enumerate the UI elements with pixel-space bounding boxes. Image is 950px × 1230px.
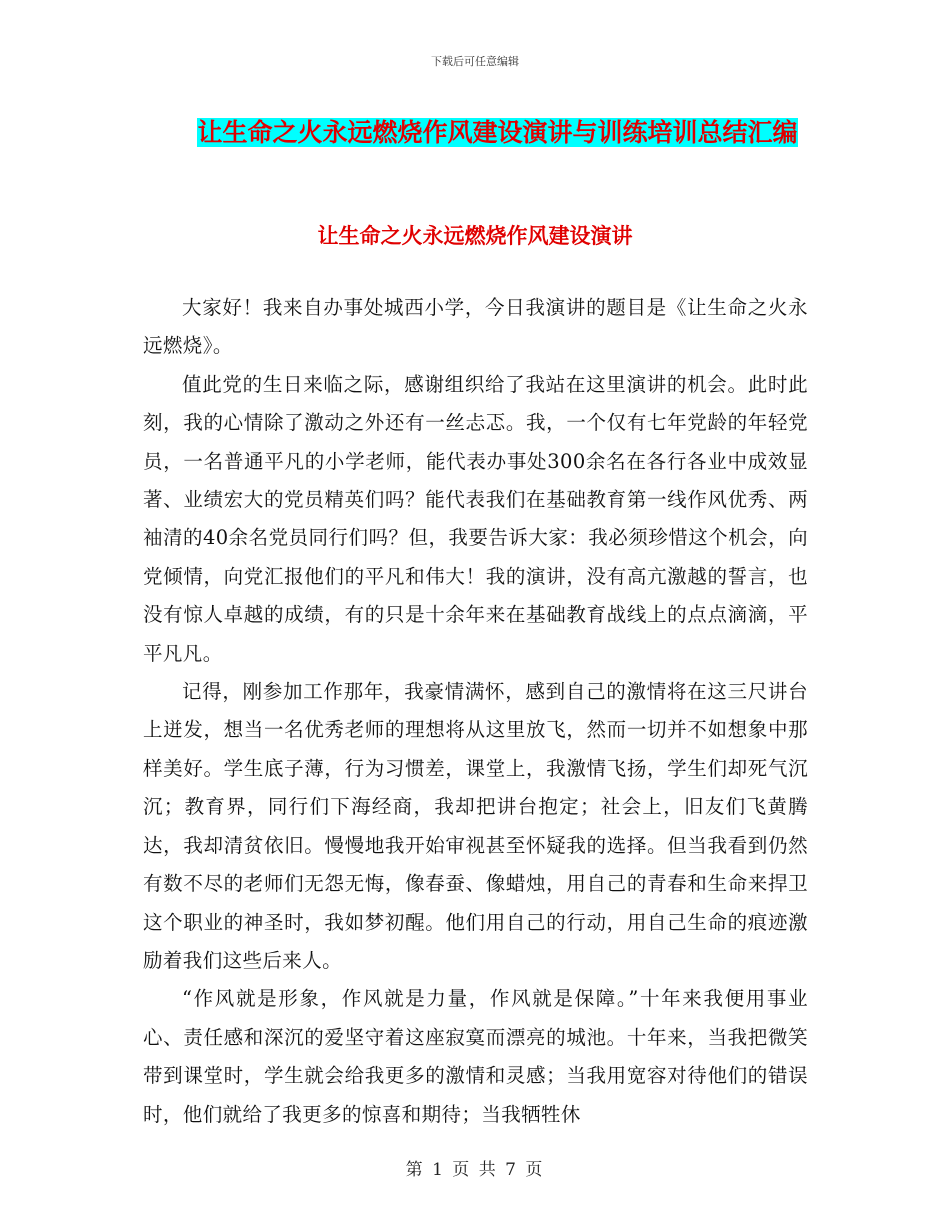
paragraph-4: “作风就是形象，作风就是力量，作风就是保障。”十年来我便用事业心、责任感和深沉的爱坚守着这座寂寞而漂亮的城池。十年来，当我把微笑带到课堂时，学生就会给我更多的激情和灵感；当我用宽容对待他们的错误时，他们就给了我更多的惊喜和期待；当我牺牲休 [143,987,808,1126]
paragraph-2: 值此党的生日来临之际，感谢组织给了我站在这里演讲的机会。此时此刻，我的心情除了激动之外还有一丝忐忑。我，一个仅有七年党龄的年轻党员，一名普通平凡的小学老师，能代表办事处300余名在各行各业中成效显著、业绩宏大的党员精英们吗？能代表我们在基础教育第一线作风优秀、两袖清的40余名党员同行们吗？但，我要告诉大家：我必须珍惜这个机会，向党倾情，向党汇报他们的平凡和伟大！我的演讲，没有高亢激越的誓言，也没有惊人卓越的成绩，有的只是十余年来在基础教育战线上的点点滴滴，平平凡凡。 [143,372,808,665]
section-title: 让生命之火永远燃烧作风建设演讲 [317,224,633,248]
page-header-note: 下载后可任意编辑 [431,55,519,68]
document-title [190,112,805,154]
page-number: 第 1 页 共 7 页 [405,1160,545,1180]
paragraph-1: 大家好！我来自办事处城西小学，今日我演讲的题目是《让生命之火永远燃烧》。 [143,296,808,358]
paragraph-3: 记得，刚参加工作那年，我豪情满怀，感到自己的激情将在这三尺讲台上迸发，想当一名优秀老师的理想将从这里放飞，然而一切并不如想象中那样美好。学生底子薄，行为习惯差，课堂上，我激情飞扬，学生们却死气沉沉；教育界，同行们下海经商，我却把讲台抱定；社会上，旧友们飞黄腾达，我却清贫依旧。慢慢地我开始审视甚至怀疑我的选择。但当我看到仍然有数不尽的老师们无怨无悔，像春蚕、像蜡烛，用自己的青春和生命来捍卫这个职业的神圣时，我如梦初醒。他们用自己的行动，用自己生命的痕迹激励着我们这些后来人。 [143,680,808,972]
document-title-text: 让生命之火永远燃烧作风建设演讲与训练培训总结汇编 [197,118,798,147]
document-body [143,289,808,1134]
